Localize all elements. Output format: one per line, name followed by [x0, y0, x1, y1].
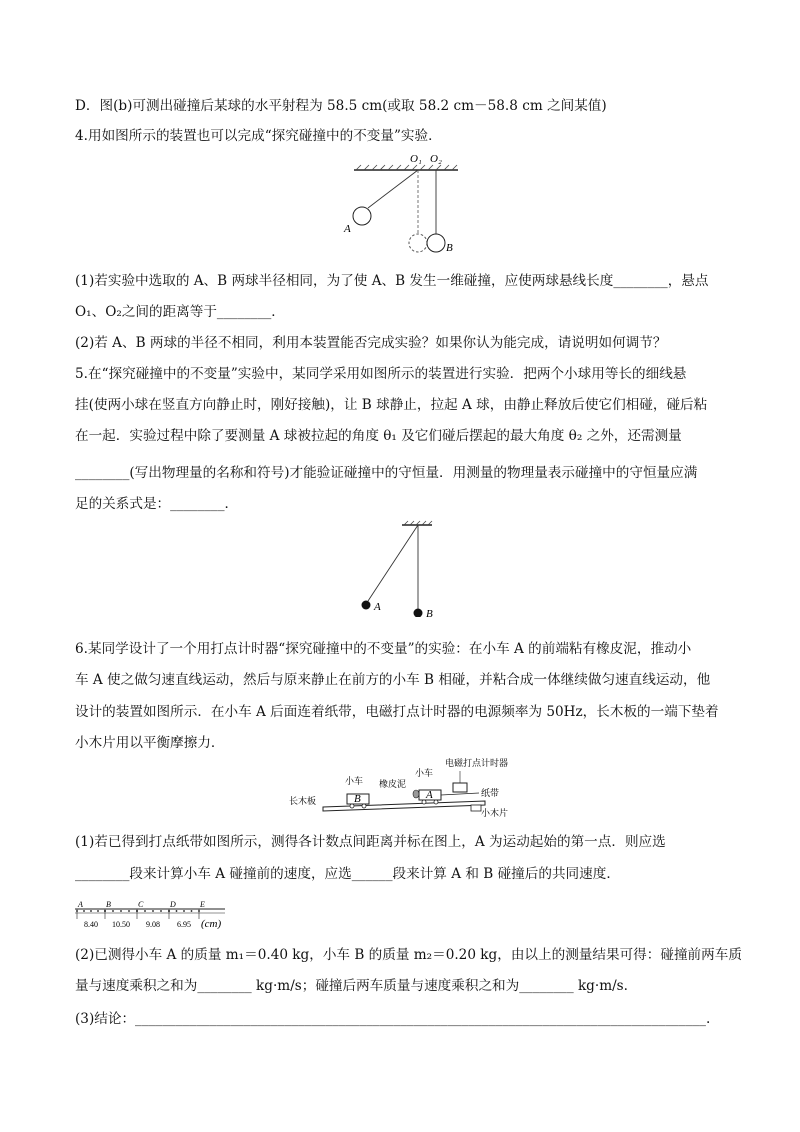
tape-point-label: D [170, 900, 176, 909]
tape-dot [152, 910, 154, 912]
cart-b-label: B [354, 793, 361, 805]
question-6-line1: 6.某同学设计了一个用打点计时器“探究碰撞中的不变量”的实验：在小车 A 的前端粘有橡皮泥，推动小 [75, 641, 692, 657]
putty [413, 790, 419, 798]
ball-a [362, 601, 371, 610]
cart-a-label: A [426, 789, 433, 801]
tape-dot [112, 910, 114, 912]
label-cart-2: 小车 [415, 769, 434, 779]
tape-dot [183, 910, 185, 912]
label-putty: 橡皮泥 [379, 780, 407, 790]
label-b: B [446, 242, 453, 254]
question-5-line1: 5.在“探究碰撞中的不变量”实验中，某同学采用如图所示的装置进行实验．把两个小球用等长的细线悬 [75, 366, 687, 382]
figure-cart-apparatus [285, 757, 525, 817]
paper-tape [441, 793, 479, 795]
question-6-part3: (3)结论：____________________________________________________________________________________. [75, 1011, 711, 1027]
label-timer: 电磁打点计时器 [445, 759, 509, 769]
string-a [368, 525, 418, 601]
question-6-line3: 设计的装置如图所示．在小车 A 后面连着纸带，电磁打点计时器的电源频率为 50Hz，长木板的一端下垫着 [75, 704, 719, 720]
question-4-part1-line1: (1)若实验中选取的 A、B 两球半径相同，为了使 A、B 发生一维碰撞，应使两球悬线长度________，悬点 [75, 273, 709, 289]
ball-b [427, 234, 445, 252]
tape-dot [160, 910, 162, 912]
tape-distances [84, 920, 191, 929]
tape-dot [120, 910, 122, 912]
tape-dot [83, 910, 85, 912]
label-block: 小木片 [481, 809, 509, 817]
question-6-part1-line2: ________段来计算小车 A 碰撞前的速度，应选______段来计算 A 和 B 碰撞后的共同速度． [75, 866, 620, 882]
tape-points [77, 900, 205, 919]
ball-b [414, 609, 423, 618]
tape-point-label: C [138, 900, 144, 909]
ball-a [353, 207, 371, 225]
question-6-line4: 小木片用以平衡摩擦力． [75, 735, 225, 751]
question-4-part2: (2)若 A、B 两球的半径不相同，利用本装置能否完成实验？如果你认为能完成，请说明如何调节？ [75, 335, 667, 351]
tape-dot [90, 910, 92, 912]
timer [453, 783, 467, 792]
question-5-line3: 在一起．实验过程中除了要测量 A 球被拉起的角度 θ₁ 及它们碰后摆起的最大角度 θ₂ 之外，还需测量 [75, 428, 682, 444]
question-5-line2: 挂(使两小球在竖直方向静止时，刚好接触)，让 B 球静止，拉起 A 球，由静止释放后使它们相碰，碰后粘 [75, 397, 708, 413]
label-o1: O₁ [410, 153, 422, 165]
label-board: 长木板 [289, 797, 317, 807]
tape-dot [176, 910, 178, 912]
question-6-part2-line2: 量与速度乘积之和为________ kg·m/s；碰撞后两车质量与速度乘积之和为________ kg·m/s. [75, 978, 628, 994]
figure-double-pendulum [340, 150, 470, 262]
label-a: A [344, 223, 351, 235]
tape-dot [136, 910, 138, 912]
figure-pendulum-black-balls [352, 517, 442, 617]
tape-dots [76, 910, 200, 912]
label-a: A [374, 601, 381, 613]
tape-unit: (cm) [201, 918, 222, 929]
question-5-line5: 足的关系式是：________． [75, 496, 239, 512]
tape-dot [168, 910, 170, 912]
label-o2: O₂ [430, 153, 442, 165]
tape-dot [97, 910, 99, 912]
question-6-part1-line1: (1)若已得到打点纸带如图所示，测得各计数点间距离并标在图上，A 为运动起始的第一点．则应选 [75, 834, 666, 850]
tape-dot [144, 910, 146, 912]
tape-dot [104, 910, 106, 912]
tape-dot [198, 910, 200, 912]
wood-block [471, 805, 481, 811]
question-5-line4: ________(写出物理量的名称和符号)才能验证碰撞中的守恒量．用测量的物理量表示碰撞中的守恒量应满 [75, 465, 698, 481]
tape-dot [191, 910, 193, 912]
tape-dot [76, 910, 78, 912]
label-b: B [426, 608, 433, 617]
question-6-line2: 车 A 使之做匀速直线运动，然后与原来静止在前方的小车 B 相碰，并粘合成一体继续做匀速直线运动，他 [75, 672, 711, 688]
ceiling-hatch [356, 165, 457, 170]
tape-distance-label: 8.40 [84, 920, 98, 929]
question-4-intro: 4.用如图所示的装置也可以完成“探究碰撞中的不变量”实验． [75, 128, 442, 144]
tape-point-label: A [78, 900, 83, 909]
tape-point-label: E [200, 900, 205, 909]
tape-dot [128, 910, 130, 912]
figure-paper-tape [75, 897, 235, 929]
ball-a-rest [409, 234, 427, 252]
string-a [368, 170, 418, 208]
question-6-part2-line1: (2)已测得小车 A 的质量 m₁＝0.40 kg，小车 B 的质量 m₂＝0.20 kg，由以上的测量结果可得：碰撞前两车质 [75, 947, 742, 963]
tape-distance-label: 9.08 [146, 920, 160, 929]
option-d-text: D．图(b)可测出碰撞后某球的水平射程为 58.5 cm(或取 58.2 cm－58.8 cm 之间某值) [75, 98, 607, 114]
tape-distance-label: 6.95 [177, 920, 191, 929]
question-4-part1-line2: O₁、O₂之间的距离等于________． [75, 304, 285, 320]
tape-distance-label: 10.50 [112, 920, 130, 929]
label-tape: 纸带 [481, 789, 500, 799]
label-cart: 小车 [345, 777, 364, 787]
tape-point-label: B [106, 900, 111, 909]
